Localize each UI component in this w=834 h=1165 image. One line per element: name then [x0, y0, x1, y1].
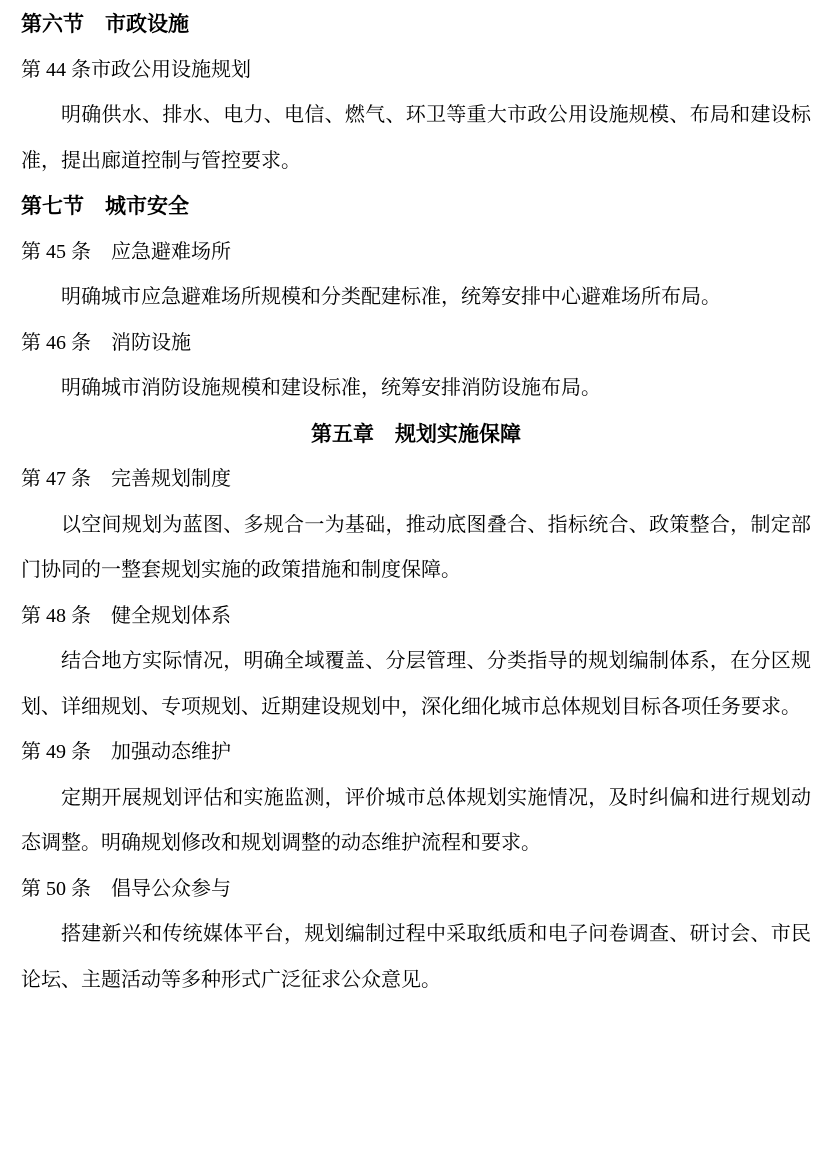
article-46-title: 第 46 条 消防设施 — [21, 331, 191, 354]
chapter-5-heading: 第五章 规划实施保障 — [311, 422, 521, 446]
article-45-title: 第 45 条 应急避难场所 — [21, 240, 231, 263]
article-50-body: 搭建新兴和传统媒体平台，规划编制过程中采取纸质和电子问卷调查、研讨会、市民论坛、主题活动等多种形式广泛征求公众意见。 — [21, 923, 811, 991]
article-45-body: 明确城市应急避难场所规模和分类配建标准，统筹安排中心避难场所布局。 — [61, 286, 721, 308]
article-44-body: 明确供水、排水、电力、电信、燃气、环卫等重大市政公用设施规模、布局和建设标准，提出廊道控制与管控要求。 — [21, 104, 811, 172]
section-6-heading: 第六节 市政设施 — [21, 13, 189, 36]
article-50-title: 第 50 条 倡导公众参与 — [21, 877, 231, 900]
article-47-title: 第 47 条 完善规划制度 — [21, 468, 231, 490]
article-48-title: 第 48 条 健全规划体系 — [21, 604, 231, 627]
article-46-body: 明确城市消防设施规模和建设标准，统筹安排消防设施布局。 — [61, 377, 601, 399]
article-49-body: 定期开展规划评估和实施监测，评价城市总体规划实施情况，及时纠偏和进行规划动态调整。明确规划修改和规划调整的动态维护流程和要求。 — [21, 786, 811, 854]
article-47-body: 以空间规划为蓝图、多规合一为基础，推动底图叠合、指标统合、政策整合，制定部门协同的一整套规划实施的政策措施和制度保障。 — [21, 513, 811, 581]
article-44-title: 第 44 条市政公用设施规划 — [21, 58, 251, 81]
article-48-body: 结合地方实际情况，明确全域覆盖、分层管理、分类指导的规划编制体系，在分区规划、详细规划、专项规划、近期建设规划中，深化细化城市总体规划目标各项任务要求。 — [21, 650, 811, 718]
article-49-title: 第 49 条 加强动态维护 — [21, 741, 231, 763]
section-7-heading: 第七节 城市安全 — [21, 195, 189, 218]
